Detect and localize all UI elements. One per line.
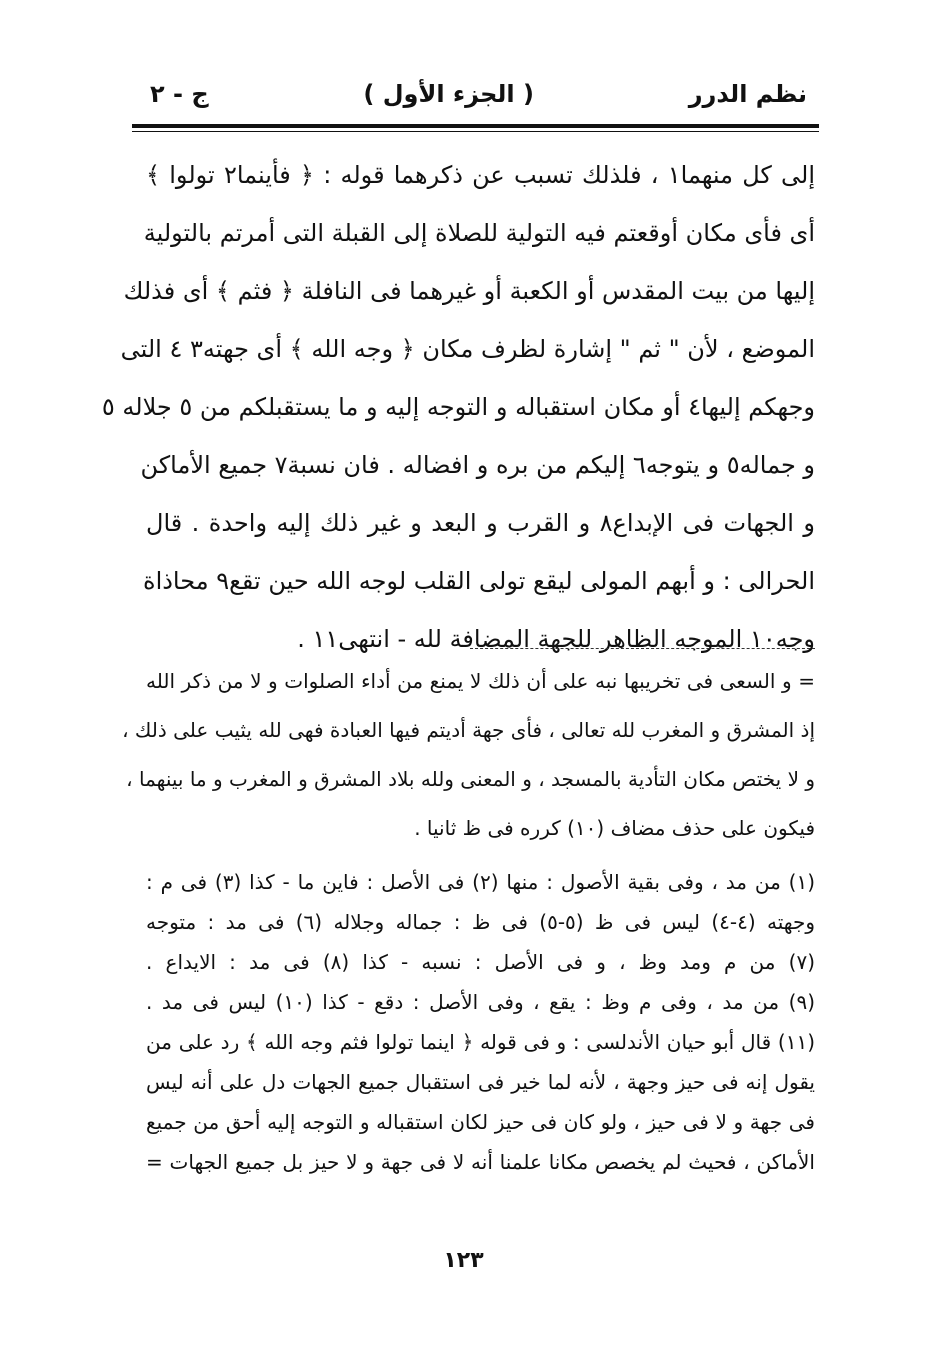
apparatus-line: (٧) من م ومد وظ ، و فى الأصل : نسبه - كذا (٨) فى مد : الايداع . bbox=[146, 950, 815, 974]
text-line: الحرالى : و أبهم المولى ليقع تولى القلب لوجه الله حين تقع٩ محاذاة bbox=[143, 567, 815, 595]
page-number: ١٢٣ bbox=[443, 1248, 484, 1273]
footnote-separator bbox=[470, 648, 815, 649]
apparatus-line: (١١) قال أبو حيان الأندلسى : و فى قوله ﴿ اينما تولوا فثم وجه الله ﴾ رد على من bbox=[146, 1030, 815, 1054]
main-text bbox=[101, 146, 815, 668]
critical-apparatus bbox=[146, 862, 815, 1182]
footnote-line: و لا يختص مكان التأدية بالمسجد ، و المعنى ولله بلاد المشرق و المغرب و ما بينهما ، bbox=[126, 767, 815, 791]
footnotes-continued bbox=[122, 657, 815, 853]
footnote-line: فيكون على حذف مضاف (١٠) كرره فى ظ ثانيا . bbox=[414, 816, 815, 840]
part-marker: ج - ٢ bbox=[150, 80, 209, 108]
text-line: الموضع ، لأن " ثم " إشارة لظرف مكان ﴿ وجه الله ﴾ أى جهته٣ ٤ التى bbox=[120, 335, 815, 363]
apparatus-line: الأماكن ، فحيث لم يخصص مكانا علمنا أنه لا فى جهة و لا حيز بل جميع الجهات = bbox=[146, 1150, 815, 1174]
text-line: إلى كل منهما١ ، فلذلك تسبب عن ذكرهما قوله : ﴿ فأينما٢ تولوا ﴾ bbox=[146, 161, 815, 189]
text-line: و الجهات فى الإبداع٨ و القرب و البعد و غير ذلك إليه واحدة . قال bbox=[146, 509, 815, 537]
text-line: و جماله٥ و يتوجه٦ إليكم من بره و افضاله . فان نسبة٧ جميع الأماكن bbox=[140, 451, 815, 479]
running-header bbox=[150, 72, 807, 116]
text-line: وجه١٠ الموجه الظاهر للجهة المضافة لله - انتهى١١ . bbox=[297, 625, 815, 653]
apparatus-line: يقول إنه فى حيز وجهة ، لأنه لما خير فى استقبال جميع الجهات دل على أنه ليس bbox=[146, 1070, 815, 1094]
apparatus-line: (١) من مد ، وفى بقية الأصول : منها (٢) فى الأصل : فاين ما - كذا (٣) فى م : bbox=[146, 870, 816, 894]
text-line: وجهكم إليها٤ أو مكان استقباله و التوجه إليه و ما يستقبلكم من ٥ جلاله ٥ bbox=[101, 393, 815, 421]
book-title: نظم الدرر bbox=[688, 80, 807, 108]
volume-title: ( الجزء الأول ) bbox=[363, 80, 534, 108]
footnote-line: = و السعى فى تخريبها نبه على أن ذلك لا يمنع من أداء الصلوات و لا من ذكر الله bbox=[146, 669, 815, 693]
text-line: أى فأى مكان أوقعتم فيه التولية للصلاة إلى القبلة التى أمرتم بالتولية bbox=[143, 219, 815, 247]
footnote-line: إذ المشرق و المغرب لله تعالى ، فأى جهة أديتم فيها العبادة فهى لله يثيب على ذلك ، bbox=[122, 718, 815, 742]
header-rule-thin bbox=[132, 131, 819, 132]
apparatus-line: وجهته (٤-٤) ليس فى ظ (٥-٥) فى ظ : جماله وجلاله (٦) فى مد : متوجه bbox=[146, 910, 816, 934]
header-rule-thick bbox=[132, 124, 819, 128]
text-line: إليها من بيت المقدس أو الكعبة أو غيرهما فى النافلة ﴿ فثم ﴾ أى فذلك bbox=[123, 277, 815, 305]
apparatus-line: فى جهة و لا فى حيز ، ولو كان فى حيز لكان استقباله و التوجه إليه أحق من جميع bbox=[146, 1110, 815, 1134]
apparatus-line: (٩) من مد ، وفى م وظ : يقع ، وفى الأصل : دقع - كذا (١٠) ليس فى مد . bbox=[146, 990, 815, 1014]
